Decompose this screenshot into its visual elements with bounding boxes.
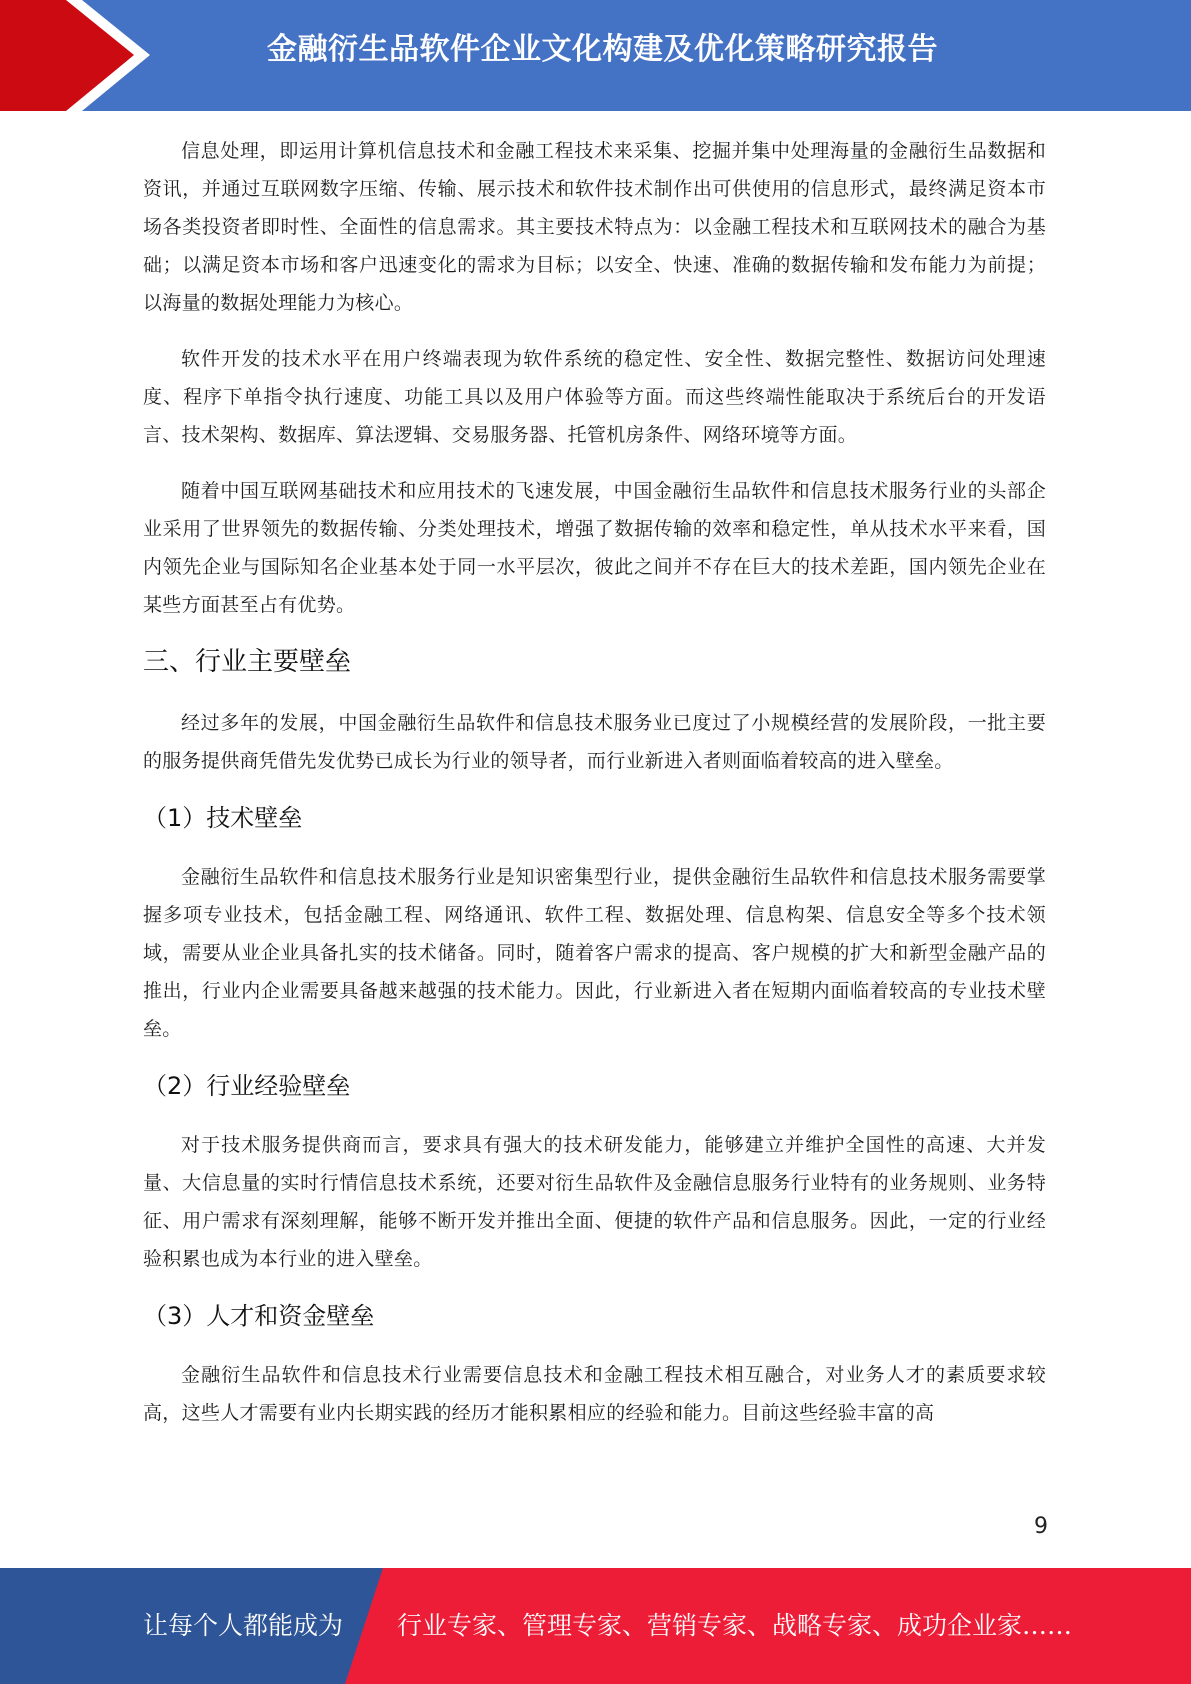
- page-header: [0, 0, 1191, 111]
- paragraph-industry-development: 随着中国互联网基础技术和应用技术的飞速发展，中国金融衍生品软件和信息技术服务行业的头部企业采用了世界领先的数据传输、分类处理技术，增强了数据传输的效率和稳定性，单从技术水平来看，国内领先企业与国际知名企业基本处于同一水平层次，彼此之间并不存在巨大的技术差距，国内领先企业在某些方面甚至占有优势。: [143, 480, 1046, 616]
- footer-slogan-left: 让每个人都能成为: [143, 1611, 344, 1640]
- paragraph-software-development: 软件开发的技术水平在用户终端表现为软件系统的稳定性、安全性、数据完整性、数据访问处理速度、程序下单指令执行速度、功能工具以及用户体验等方面。而这些终端性能取决于系统后台的开发语言、技术架构、数据库、算法逻辑、交易服务器、托管机房条件、网络环境等方面。: [143, 348, 1046, 446]
- paragraph-technical-barrier: 金融衍生品软件和信息技术服务行业是知识密集型行业，提供金融衍生品软件和信息技术服务需要掌握多项专业技术，包括金融工程、网络通讯、软件工程、数据处理、信息构架、信息安全等多个技术领域，需要从业企业具备扎实的技术储备。同时，随着客户需求的提高、客户规模的扩大和新型金融产品的推出，行业内企业需要具备越来越强的技术能力。因此，行业新进入者在短期内面临着较高的专业技术壁垒。: [143, 866, 1046, 1040]
- subheading-talent-capital-barrier: （3）人才和资金壁垒: [143, 1302, 375, 1330]
- paragraph-information-processing: 信息处理，即运用计算机信息技术和金融工程技术来采集、挖掘并集中处理海量的金融衍生品数据和资讯，并通过互联网数字压缩、传输、展示技术和软件技术制作出可供使用的信息形式，最终满足资本市场各类投资者即时性、全面性的信息需求。其主要技术特点为：以金融工程技术和互联网技术的融合为基础；以满足资本市场和客户迅速变化的需求为目标；以安全、快速、准确的数据传输和发布能力为前提；以海量的数据处理能力为核心。: [143, 140, 1046, 314]
- section-heading-industry-barriers: 三、行业主要壁垒: [143, 647, 352, 677]
- footer-slogan-right: 行业专家、管理专家、营销专家、战略专家、成功企业家……: [397, 1611, 1073, 1640]
- page-content: [143, 132, 1046, 1450]
- subheading-technical-barrier: （1）技术壁垒: [143, 804, 303, 832]
- page-footer: [0, 1568, 1191, 1684]
- paragraph-barriers-intro: 经过多年的发展，中国金融衍生品软件和信息技术服务业已度过了小规模经营的发展阶段，一批主要的服务提供商凭借先发优势已成长为行业的领导者，而行业新进入者则面临着较高的进入壁垒。: [143, 712, 1046, 772]
- report-title: 金融衍生品软件企业文化构建及优化策略研究报告: [267, 32, 938, 67]
- subheading-experience-barrier: （2）行业经验壁垒: [143, 1072, 351, 1100]
- paragraph-experience-barrier: 对于技术服务提供商而言，要求具有强大的技术研发能力，能够建立并维护全国性的高速、大并发量、大信息量的实时行情信息技术系统，还要对衍生品软件及金融信息服务行业特有的业务规则、业务特征、用户需求有深刻理解，能够不断开发并推出全面、便捷的软件产品和信息服务。因此，一定的行业经验积累也成为本行业的进入壁垒。: [143, 1134, 1046, 1270]
- paragraph-talent-capital-barrier: 金融衍生品软件和信息技术行业需要信息技术和金融工程技术相互融合，对业务人才的素质要求较高，这些人才需要有业内长期实践的经历才能积累相应的经验和能力。目前这些经验丰富的高: [143, 1364, 1046, 1424]
- page-number: 9: [1034, 1514, 1048, 1539]
